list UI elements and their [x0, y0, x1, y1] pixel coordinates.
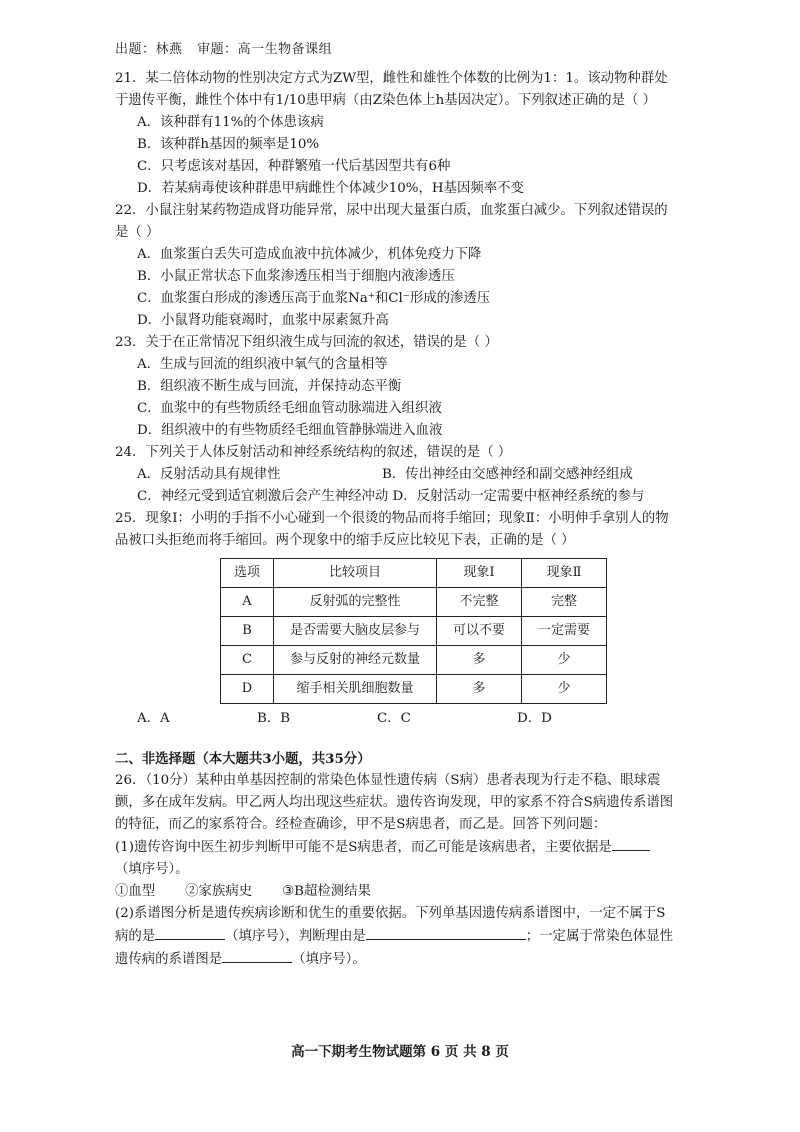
table-cell: 多	[437, 646, 522, 675]
choice-blood-type: ①血型	[115, 884, 156, 899]
page-footer: 高一下期考生物试题第 6 页 共 8 页	[291, 1044, 509, 1060]
page-header	[115, 38, 342, 57]
table-cell: D	[221, 675, 274, 704]
question-26-part-2-text-c: ；一定属于常染色体显性遗传病的系谱图是	[115, 929, 674, 967]
table-cell: 缩手相关肌细胞数量	[274, 675, 437, 704]
table-cell: 是否需要大脑皮层参与	[274, 617, 437, 646]
question-24-option-a: A．反射活动具有规律性	[137, 467, 281, 482]
question-25-option-d: D．D	[517, 711, 552, 726]
table-header: 比较项目	[274, 559, 437, 588]
question-23-option-c: C．血浆中的有些物质经毛细血管动脉端进入组织液	[137, 401, 442, 416]
table-cell: 少	[522, 675, 607, 704]
table-header: 选项	[221, 559, 274, 588]
table-header: 现象Ⅱ	[522, 559, 607, 588]
table-cell: 完整	[522, 588, 607, 617]
table-cell: A	[221, 588, 274, 617]
question-26-part-2-text-b: （填序号），判断理由是	[225, 929, 366, 944]
question-23-option-d: D．组织液中的有些物质经毛细血管静脉端进入血液	[137, 423, 443, 438]
question-22-option-c: C．血浆蛋白形成的渗透压高于血浆Na⁺和Cl⁻形成的渗透压	[137, 291, 491, 306]
table-cell: 反射弧的完整性	[274, 588, 437, 617]
answer-blank[interactable]	[366, 925, 526, 940]
reviewer-label: 审题：高一生物备课组	[197, 42, 333, 57]
question-24-options-row	[115, 464, 675, 486]
question-26-part-2-text-a: (2)系谱图分析是遗传疾病诊断和优生的重要依据。下列单基因遗传病系谱图中，一定不属于S病的是	[115, 906, 666, 944]
comparison-table	[220, 558, 607, 704]
question-21-option-a: A．该种群有11%的个体患该病	[137, 115, 324, 130]
choice-family-history: ②家族病史	[185, 884, 253, 899]
table-cell: 不完整	[437, 588, 522, 617]
choice-ultrasound: ③B超检测结果	[282, 884, 371, 899]
question-24-stem: 24．下列关于人体反射活动和神经系统结构的叙述，错误的是（ ）	[115, 445, 512, 460]
question-21-option-c: C．只考虑该对基因，种群繁殖一代后基因型共有6种	[137, 159, 451, 174]
table-cell: 参与反射的神经元数量	[274, 646, 437, 675]
page-content	[115, 68, 675, 971]
question-26-part-2-text-d: （填序号）。	[292, 952, 366, 967]
question-25-option-c: C．C	[377, 711, 411, 726]
section-2-title: 二、非选择题（本大题共3小题，共35分）	[115, 751, 371, 767]
question-23-stem: 23．关于在正常情况下组织液生成与回流的叙述，错误的是（ ）	[115, 335, 498, 350]
question-25-option-a: A．A	[137, 711, 170, 726]
table-header: 现象Ⅰ	[437, 559, 522, 588]
question-26-part-1-text: (1)遗传咨询中医生初步判断甲可能不是S病患者，而乙可能是该病患者，主要依据是	[115, 840, 612, 855]
question-22-option-d: D．小鼠肾功能衰竭时，血浆中尿素氮升高	[137, 313, 389, 328]
question-24-option-cd: C．神经元受到适宜刺激后会产生神经冲动 D．反射活动一定需要中枢神经系统的参与	[137, 489, 645, 504]
table-cell: 一定需要	[522, 617, 607, 646]
question-26-stem: 26．（10分）某种由单基因控制的常染色体显性遗传病（S病）患者表现为行走不稳、眼球震颤，多在成年发病。甲乙两人均出现这些症状。遗传咨询发现，甲的家系不符合S病遗传系谱图的特征，而乙的家系符合。经检查确诊，甲不是S病患者，而乙是。回答下列问题：	[115, 773, 674, 832]
question-21-option-b: B．该种群h基因的频率是10%	[137, 137, 320, 152]
question-22-option-a: A．血浆蛋白丢失可造成血液中抗体减少，机体免疫力下降	[137, 247, 482, 262]
question-21-stem: 21．某二倍体动物的性别决定方式为ZW型，雌性和雄性个体数的比例为1：1。该动物种群处于遗传平衡，雌性个体中有1/10患甲病（由Z染色体上h基因决定）。下列叙述正确的是（ ）	[115, 71, 668, 108]
question-22-stem: 22．小鼠注射某药物造成肾功能异常，尿中出现大量蛋白质，血浆蛋白减少。下列叙述错误的是（ ）	[115, 203, 668, 240]
table-cell: 可以不要	[437, 617, 522, 646]
question-22-option-b: B．小鼠正常状态下血浆渗透压相当于细胞内液渗透压	[137, 269, 455, 284]
question-25-options-row	[115, 708, 675, 730]
question-21-option-d: D．若某病毒使该种群患甲病雌性个体减少10%，H基因频率不变	[137, 181, 524, 196]
question-26-part-1	[115, 836, 675, 881]
table-row	[221, 588, 607, 617]
table-row	[221, 646, 607, 675]
table-cell: 少	[522, 646, 607, 675]
author-label: 出题：林燕	[115, 42, 183, 57]
question-26-choices	[115, 881, 675, 903]
question-26-part-1-tail: （填序号）。	[115, 862, 189, 877]
question-25-stem: 25．现象Ⅰ：小明的手指不小心碰到一个很烫的物品而将手缩回；现象Ⅱ：小明伸手拿别人的物品被口头拒绝而将手缩回。两个现象中的缩手反应比较见下表，正确的是（ ）	[115, 511, 669, 548]
question-26-part-2	[115, 903, 675, 971]
table-row	[221, 617, 607, 646]
table-cell: 多	[437, 675, 522, 704]
answer-blank[interactable]	[222, 948, 292, 963]
question-23-option-a: A．生成与回流的组织液中氧气的含量相等	[137, 357, 388, 372]
table-cell: C	[221, 646, 274, 675]
question-25-option-b: B．B	[257, 711, 291, 726]
question-24-option-b: B．传出神经由交感神经和副交感神经组成	[382, 467, 633, 482]
answer-blank[interactable]	[155, 925, 225, 940]
table-header-row	[221, 559, 607, 588]
table-cell: B	[221, 617, 274, 646]
table-row	[221, 675, 607, 704]
question-23-option-b: B．组织液不断生成与回流，并保持动态平衡	[137, 379, 402, 394]
answer-blank[interactable]	[612, 836, 650, 851]
